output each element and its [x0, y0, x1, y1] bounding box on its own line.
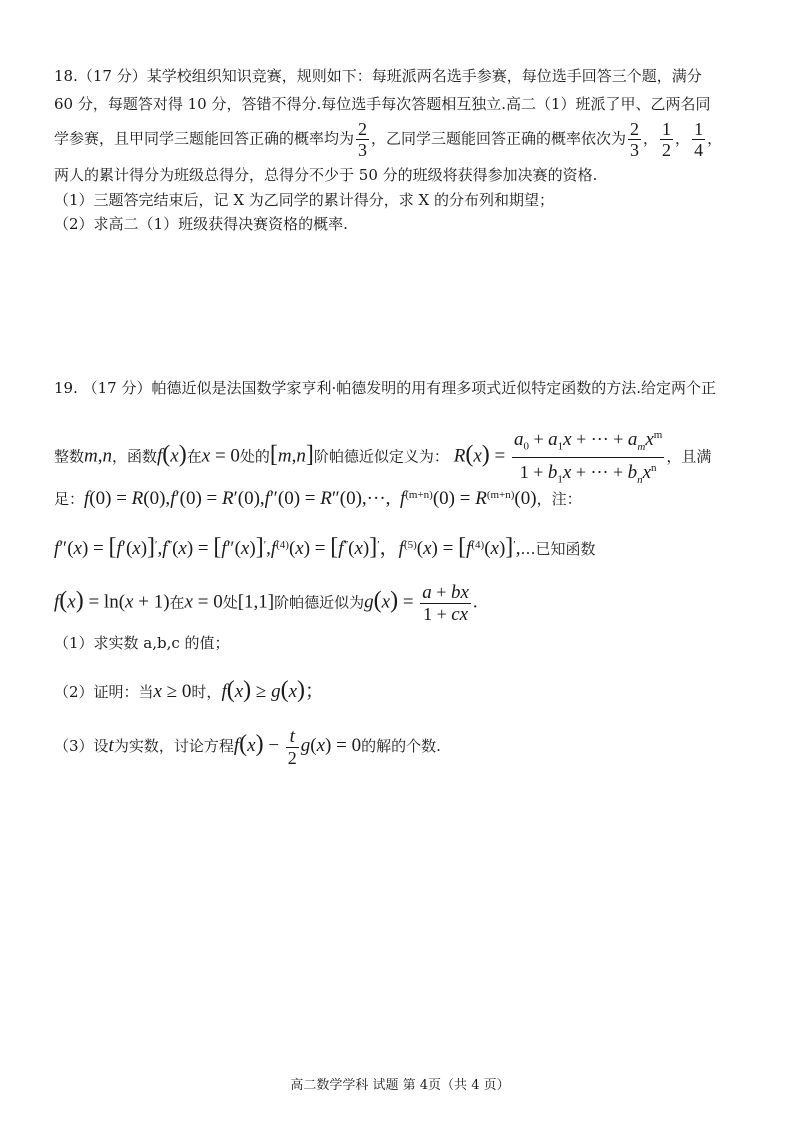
q19-line-2: 整数m,n，函数f(x)在x = 0处的[m,n]阶帕德近似定义为： R(x) = $\frac{a_0 + a_1x + \cdot\cdot\cdot + a_mx^m}{1 + b_1x + \cdot\cdot\cdot + b_nx^n}$ ，且满: [54, 425, 711, 490]
fraction-2-3-b: $\frac{2}{3}$: [630, 119, 640, 160]
q18-line-4: 两人的累计得分为班级总得分，总得分不少于 50 分的班级将获得参加决赛的资格.: [54, 166, 598, 184]
q19-line-5: f(x) = ln(x + 1)在x = 0处[1,1]阶帕德近似为g(x) = $\frac{a + bx}{1 + cx}$ .: [54, 582, 478, 625]
t-over-2-fraction: $\frac{t}{2}$: [287, 726, 297, 768]
fraction-1-4: $\frac{1}{4}$: [694, 119, 704, 160]
q19-part-3: （3）设t为实数，讨论方程f(x) − $\frac{t}{2}$ g(x) = 0的解的个数.: [54, 726, 441, 768]
fraction-2-3: $\frac{2}{3}$: [358, 119, 368, 160]
pade-fraction: $\frac{a_0 + a_1x + \cdot\cdot\cdot + a_mx^m}{1 + b_1x + \cdot\cdot\cdot + b_nx^n}$: [512, 425, 664, 490]
q18-line-3: 学参赛，且甲同学三题能回答正确的概率均为 $\frac{2}{3}$ ，乙同学三题能回答正确的概率依次为 $\frac{2}{3}$ ， $\frac{1}{2}$ ， $\frac{1}{4}$ ，: [54, 119, 723, 160]
q19-part-1: （1）求实数 a,b,c 的值；: [54, 634, 230, 652]
fraction-1-2: $\frac{1}{2}$: [662, 119, 672, 160]
page-footer: 高二数学学科 试题 第 4页（共 4 页）: [290, 1078, 510, 1093]
q18-part-2: （2）求高二（1）班级获得决赛资格的概率.: [54, 215, 348, 233]
q19-line-1: 19. （17 分）帕德近似是法国数学家亨利·帕德发明的用有理多项式近似特定函数的方法.给定两个正: [54, 379, 717, 397]
q19-line-3: 足：f(0) = R(0),f′(0) = R′(0),f″(0) = R″(0),···, $f^{(m+n)}(0) = R^{(m+n)}(0)$，注：: [54, 488, 582, 509]
q19-part-2: （2）证明：当x ≥ 0时，f(x) ≥ g(x)；: [54, 677, 325, 703]
q19-line-4: $f''(x) = [f'(x)]',f^‴(x) = [f''(x)]',f^{(4)}(x) = [f^‴(x)]'$，$f^{(5)}(x)$ = $[f^{(4)}(x)]',\dots$已知函数: [54, 534, 596, 560]
q18-line-2: 60 分，每题答对得 10 分，答错不得分.每位选手每次答题相互独立.高二（1）班派了甲、乙两名同: [54, 95, 711, 113]
q18-line-1: 18.（17 分）某学校组织知识竞赛，规则如下：每班派两名选手参赛，每位选手回答三个题，满分: [54, 67, 702, 85]
q18-part-1: （1）三题答完结束后，记 X 为乙同学的累计得分，求 X 的分布列和期望；: [54, 191, 554, 209]
g-fraction: $\frac{a + bx}{1 + cx}$: [422, 582, 469, 625]
